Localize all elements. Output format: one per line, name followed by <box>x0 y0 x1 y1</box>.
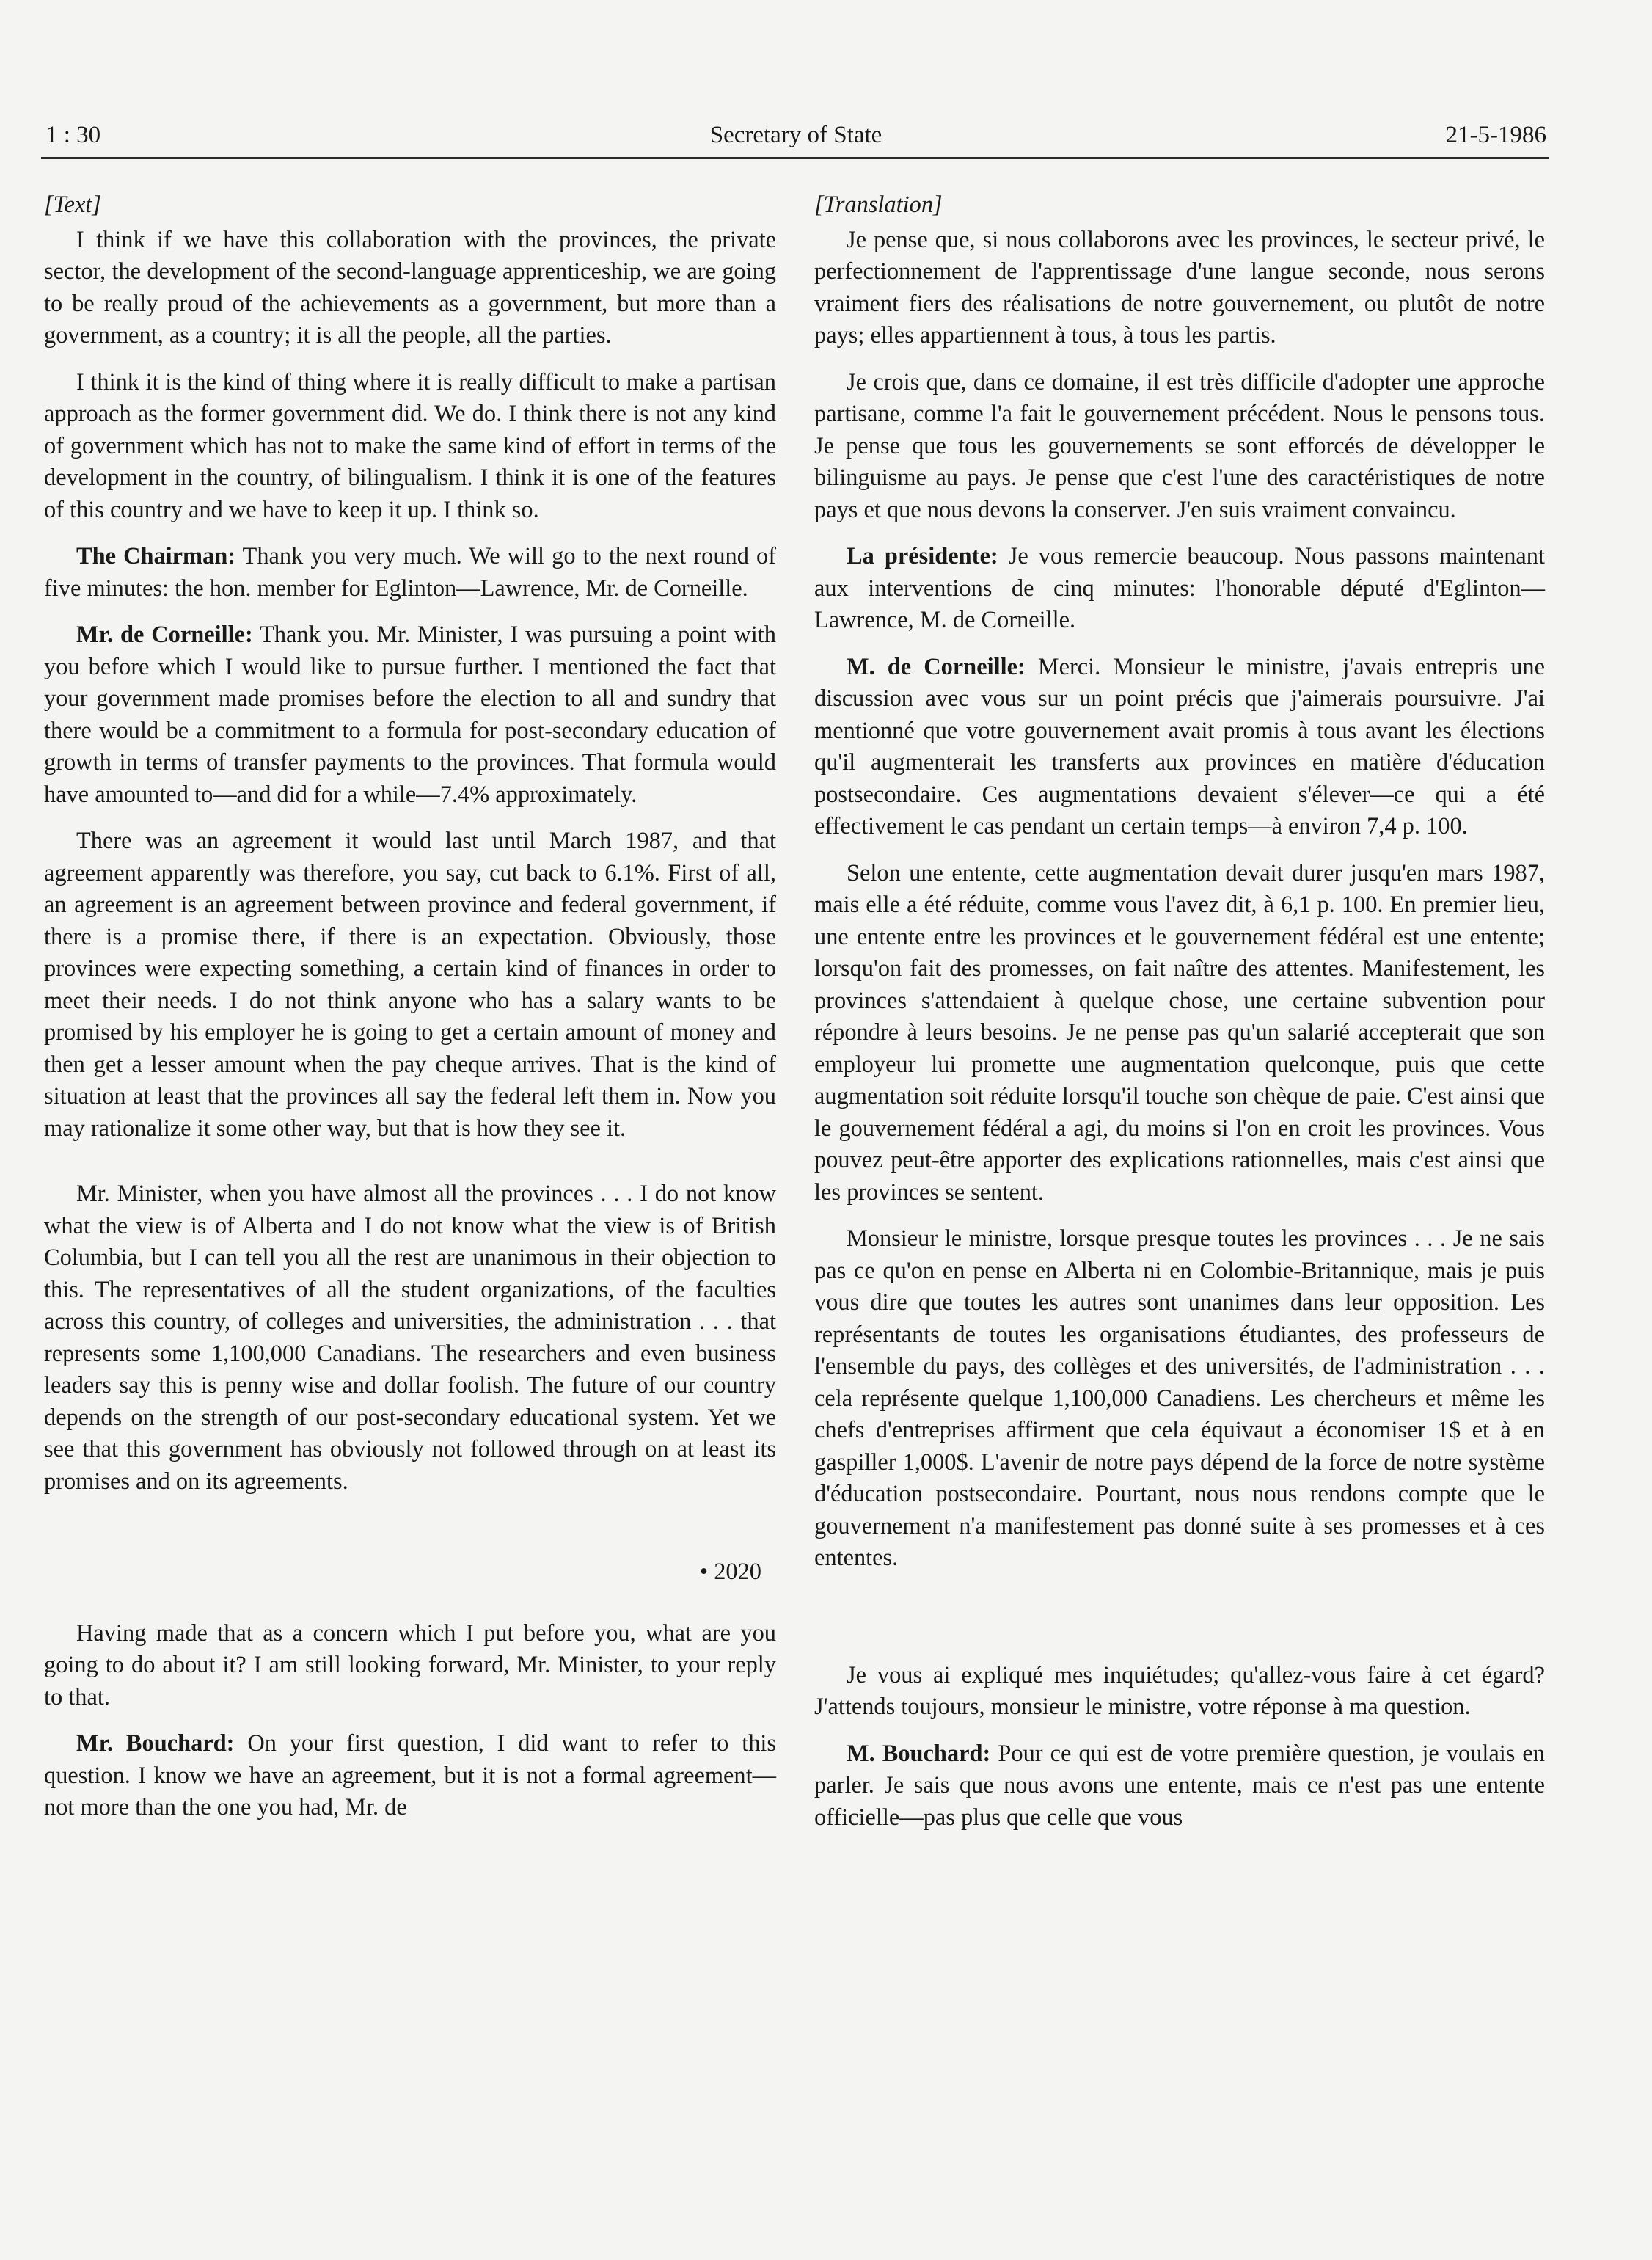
paragraph <box>44 541 776 605</box>
speaker-name: The Chairman: <box>76 543 236 569</box>
translation-tag: [Translation] <box>814 192 943 218</box>
speech-text: On your first question, I did want to refer to this question. I know we have an agreement, but it is not a formal agreement—not more than the one you had, Mr. de <box>44 1730 776 1820</box>
page-number: 1 : 30 <box>45 122 101 148</box>
page-header <box>45 122 1546 157</box>
paragraph <box>814 652 1545 843</box>
spacer <box>44 1159 776 1178</box>
paragraph: Je crois que, dans ce domaine, il est très difficile d'adopter une approche partisane, comme l'a fait le gouvernement précédent. Nous le pensons tous. Je pense que tous les gouvernements se sont efforcés de développer le bilinguisme au pays. Je pense que c'est l'une des caractéristiques de notre pays et que nous devons la conserver. J'en suis vraiment convaincu. <box>814 368 1545 523</box>
speech-text: Pour ce qui est de votre première question, je voulais en parler. Je sais que nous avons une entente, mais ce n'est pas une entente officielle—pas plus que celle que vous <box>814 1740 1545 1831</box>
page-date: 21-5-1986 <box>1445 122 1546 148</box>
paragraph: There was an agreement it would last until March 1987, and that agreement apparently was therefore, you say, cut back to 6.1%. First of all, an agreement is an agreement between province and federal government, if there is a promise there, if there is an expectation. Obviously, those provinces were expecting something, a certain kind of finances in order to meet their needs. I do not think anyone who has a salary wants to be promised by his employer he is going to get a certain amount of money and then get a lesser amount when the pay cheque arrives. That is the kind of situation at least that the provinces all say the federal left them in. Now you may rationalize it some other way, but that is how they see it. <box>44 828 776 1142</box>
text-tag: [Text] <box>44 192 102 218</box>
paragraph: Monsieur le ministre, lorsque presque toutes les provinces . . . Je ne sais pas ce qu'on en pense en Alberta ni en Colombie-Britannique, mais je puis vous dire que toutes les autres sont unanimes dans leur opposition. Les représentants de toutes les organisations étudiantes, des professeurs de l'ensemble du pays, des collèges et des universités, de l'administration . . . cela représente quelque 1,100,000 Canadiens. Les chercheurs et même les chefs d'entreprises affirment que cela équivaut a économiser 1$ et à en gaspiller 1,000$. L'avenir de notre pays dépend de la force de notre système d'éducation postsecondaire. Pourtant, nous nous rendons compte que le gouvernement n'a manifestement pas donné suite à ses promesses et à ces ententes. <box>814 1225 1545 1571</box>
paragraph: Having made that as a concern which I put before you, what are you going to do about it? I am still looking forward, Mr. Minister, to your reply to that. <box>44 1619 776 1710</box>
paragraph: Je vous ai expliqué mes inquiétudes; qu'allez-vous faire à cet égard? J'attends toujours, monsieur le ministre, votre réponse à ma question. <box>814 1661 1545 1720</box>
speaker-name: M. de Corneille: <box>847 653 1026 680</box>
paragraph: I think if we have this collaboration with the provinces, the private sector, the development of the second-language apprenticeship, we are going to be really proud of the achievements as a government, but more than a government, as a country; it is all the people, all the parties. <box>44 226 776 349</box>
paragraph: Mr. Minister, when you have almost all the provinces . . . I do not know what the view is of Alberta and I do not know what the view is of British Columbia, but I can tell you all the rest are unanimous in their objection to this. The representatives of all the student organizations, of the faculties across this country, of colleges and universities, the administration . . . that represents some 1,100,000 Canadians. The researchers and even business leaders say this is penny wise and dollar foolish. The future of our country depends on the strength of our post-secondary educational system. Yet we see that this government has obviously not followed through on at least its promises and on its agreements. <box>44 1181 776 1495</box>
header-rule <box>41 157 1549 159</box>
paragraph: Je pense que, si nous collaborons avec les provinces, le secteur privé, le perfectionnement de l'apprentissage d'une langue seconde, nous serons vraiment fiers des réalisations de notre gouvernement, ou plutôt de notre pays; elles appartiennent à tous, à tous les partis. <box>814 226 1545 349</box>
speaker-name: M. Bouchard: <box>847 1740 991 1767</box>
paragraph <box>814 1738 1545 1834</box>
speech-text: Merci. Monsieur le ministre, j'avais entrepris une discussion avec vous sur un point précis que j'aimerais poursuivre. J'ai mentionné que votre gouvernement avait promis à tous avant les élections qu'il augmenterait les transferts aux provinces en matière d'éducation postsecondaire. Ces augmentations devaient s'élever—ce qui a été effectivement le cas pendant un certain temps—à environ 7,4 p. 100. <box>814 653 1545 839</box>
paragraph <box>44 619 776 811</box>
speech-text: Je vous remercie beaucoup. Nous passons maintenant aux interventions de cinq minutes: l'honorable député d'Eglinton—Lawrence, M. de Corneille. <box>814 543 1545 633</box>
paragraph <box>814 541 1545 637</box>
paragraph: Selon une entente, cette augmentation devait durer jusqu'en mars 1987, mais elle a été réduite, comme vous l'avez dit, à 6,1 p. 100. En premier lieu, une entente entre les provinces et le gouvernement fédéral est une entente; lorsqu'on fait des promesses, on fait naître des attentes. Manifestement, les provinces s'attendaient à quelque chose, une certaine subvention pour répondre à leurs besoins. Je ne pense pas qu'un salarié accepterait que son employeur lui promette une augmentation quelconque, puis que cette augmentation soit réduite lorsqu'il touche son chèque de paie. C'est ainsi que le gouvernement fédéral a agi, du moins si l'on en croit les provinces. Vous pouvez peut-être apporter des explications rationnelles, mais c'est ainsi que les provinces se sentent. <box>814 859 1545 1206</box>
speaker-name: Mr. de Corneille: <box>76 622 253 648</box>
speech-text: Thank you very much. We will go to the next round of five minutes: the hon. member for Eglinton—Lawrence, Mr. de Corneille. <box>44 543 776 602</box>
paragraph <box>44 1728 776 1824</box>
paragraph: I think it is the kind of thing where it is really difficult to make a partisan approach as the former government did. We do. I think there is not any kind of government which has not to make the same kind of effort in terms of the development in the country, of bilingualism. I think it is one of the features of this country and we have to keep it up. I think so. <box>44 368 776 523</box>
speaker-name: Mr. Bouchard: <box>76 1730 235 1757</box>
time-marker: • 2020 <box>699 1559 761 1585</box>
speaker-name: La présidente: <box>847 543 998 569</box>
page-title: Secretary of State <box>709 122 882 148</box>
english-column <box>44 189 776 1839</box>
spacer <box>814 1589 1545 1660</box>
speech-text: Thank you. Mr. Minister, I was pursuing a point with you before which I would like to pursue further. I mentioned the fact that your government made promises before the election to all and sundry that there would be a commitment to a formula for post-secondary education of growth in terms of transfer payments to the provinces. That formula would have amounted to—and did for a while—7.4% approximately. <box>44 622 776 808</box>
french-column <box>814 189 1545 1848</box>
